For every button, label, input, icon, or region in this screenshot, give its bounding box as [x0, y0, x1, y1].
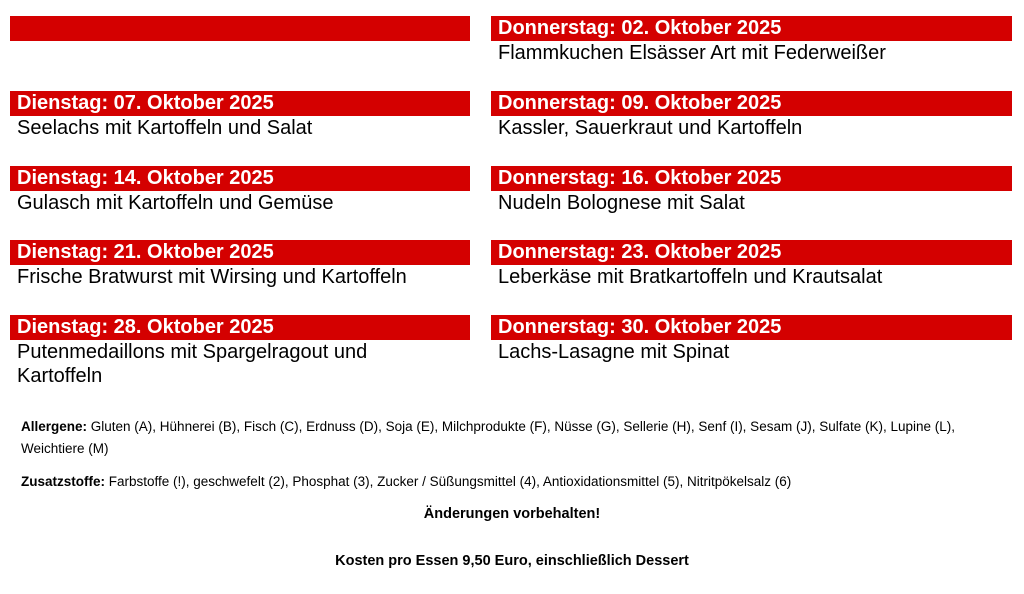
menu-entry-tue-28: [10, 315, 470, 388]
meal-text: Leberkäse mit Bratkartoffeln und Krautsalat: [498, 266, 883, 288]
meal-text: Seelachs mit Kartoffeln und Salat: [17, 117, 313, 139]
menu-entry-tue-21: [10, 240, 470, 289]
day-header: Dienstag: 07. Oktober 2025: [10, 91, 470, 116]
day-header: Dienstag: 14. Oktober 2025: [10, 166, 470, 191]
day-header: Dienstag: 28. Oktober 2025: [10, 315, 470, 340]
day-header: Donnerstag: 30. Oktober 2025: [491, 315, 1012, 340]
menu-entry-thu-30: [491, 315, 1012, 364]
menu-entry-tue-14: [10, 166, 470, 215]
meal-text: Flammkuchen Elsässer Art mit Federweißer: [498, 42, 886, 64]
price-note: Kosten pro Essen 9,50 Euro, einschließlich Dessert: [335, 553, 689, 569]
meal-text: Nudeln Bolognese mit Salat: [498, 192, 745, 214]
day-header-bar: [10, 16, 470, 41]
menu-entry-thu-02: [491, 16, 1012, 65]
day-header: Dienstag: 21. Oktober 2025: [10, 240, 470, 265]
day-header: Donnerstag: 02. Oktober 2025: [491, 16, 1012, 41]
day-header: Donnerstag: 09. Oktober 2025: [491, 91, 1012, 116]
day-header: Donnerstag: 16. Oktober 2025: [491, 166, 1012, 191]
additives-text: Farbstoffe (!), geschwefelt (2), Phosphat (3), Zucker / Süßungsmittel (4), Antioxidationsmittel (5), Nitritpökelsalz (6): [105, 474, 792, 489]
day-header: Donnerstag: 23. Oktober 2025: [491, 240, 1012, 265]
allergens-text: Gluten (A), Hühnerei (B), Fisch (C), Erdnuss (D), Soja (E), Milchprodukte (F), Nüsse (G), Sellerie (H), Senf (I), Sesam (J), Sulfate (K), Lupine (L), Weichtiere (M): [21, 419, 956, 456]
menu-entry-tue-07: [10, 91, 470, 140]
allergens-label: Allergene:: [21, 419, 88, 434]
meal-text: Gulasch mit Kartoffeln und Gemüse: [17, 192, 334, 214]
menu-entry-thu-23: [491, 240, 1012, 289]
allergens-note: [21, 416, 1011, 460]
menu-entry-thu-09: [491, 91, 1012, 140]
meal-text: Frische Bratwurst mit Wirsing und Kartoffeln: [17, 266, 407, 288]
menu-entry-empty: [10, 16, 470, 41]
meal-text: Lachs-Lasagne mit Spinat: [498, 341, 730, 363]
meal-text: Kassler, Sauerkraut und Kartoffeln: [498, 117, 803, 139]
disclaimer: Änderungen vorbehalten!: [423, 506, 601, 522]
additives-label: Zusatzstoffe:: [21, 474, 105, 489]
additives-note: [21, 471, 1011, 493]
meal-text: Putenmedaillons mit Spargelragout und Kartoffeln: [17, 341, 368, 387]
menu-entry-thu-16: [491, 166, 1012, 215]
